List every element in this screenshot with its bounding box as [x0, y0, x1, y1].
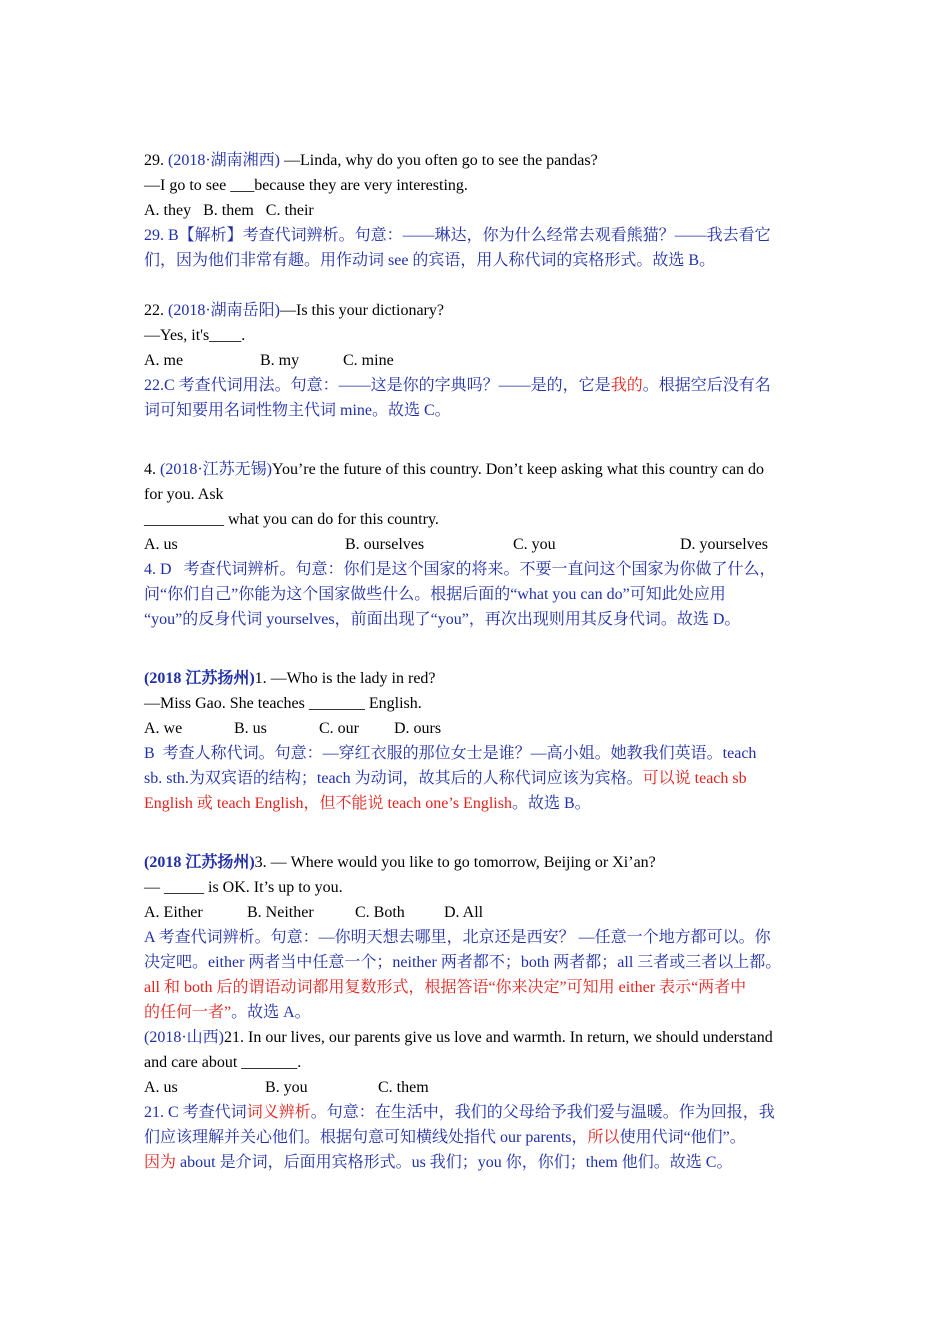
q4-number: 4.	[144, 461, 160, 478]
qy3-answer-4: 的任何一者”。故选 A。	[144, 1004, 311, 1021]
q22-option-b: B. my	[260, 352, 300, 369]
qy1-text-2: —Miss Gao. She teaches _______ English.	[144, 695, 422, 712]
q29-source: (2018·湖南湘西)	[168, 152, 280, 169]
q4-option-d: D. yourselves	[680, 536, 768, 553]
qy3-answer-3: all 和 both 后的谓语动词都用复数形式，根据答语“你来决定”可知用 either 表示“两者中	[144, 979, 747, 996]
q22-answer-1: 22.C 考查代词用法。句意：——这是你的字典吗？——是的，它是我的。根据空后没有名	[144, 377, 771, 394]
qy3-option-d: D. All	[444, 904, 484, 921]
qy1-answer-3: English 或 teach English，但不能说 teach one’s English。故选 B。	[144, 795, 591, 812]
q29-text-1: —Linda, why do you often go to see the pandas?	[280, 152, 598, 169]
q21-text-1: 21. In our lives, our parents give us love and warmth. In return, we should understand	[224, 1029, 773, 1046]
qy1-options	[144, 716, 824, 741]
q21-answer-highlight-1: 词义辨析	[246, 1104, 311, 1121]
q21-text-2: and care about _______.	[144, 1054, 302, 1071]
q21-answer-2: 们应该理解并关心他们。根据句意可知横线处指代 our parents，所以使用代词“他们”。	[144, 1129, 746, 1146]
q29-number: 29.	[144, 152, 168, 169]
qy3-source: (2018 江苏扬州)	[144, 854, 255, 871]
q22-number: 22.	[144, 302, 168, 319]
q21-option-b: B. you	[265, 1079, 308, 1096]
qy3-option-b: B. Neither	[247, 904, 314, 921]
q21-source: (2018·山西)	[144, 1029, 224, 1046]
q22-text-1: —Is this your dictionary?	[280, 302, 444, 319]
q22-answer-2: 词可知要用名词性物主代词 mine。故选 C。	[144, 402, 451, 419]
q22-source: (2018·湖南岳阳)	[168, 302, 280, 319]
qy1-source: (2018 江苏扬州)	[144, 670, 255, 687]
q29-options: A. they B. them C. their	[144, 202, 314, 219]
q4-text-3: __________ what you can do for this country.	[144, 511, 439, 528]
q4-answer-1: 4. D 考查代词辨析。句意：你们是这个国家的将来。不要一直问这个国家为你做了什么，	[144, 561, 776, 578]
q4-answer-3: “you”的反身代词 yourselves，前面出现了“you”，再次出现则用其反身代词。故选 D。	[144, 611, 741, 628]
qy1-option-b: B. us	[234, 720, 267, 737]
q22-option-a: A. me	[144, 352, 184, 369]
q21-answer-3: 因为 about 是介词，后面用宾格形式。us 我们；you 你，你们；them 他们。故选 C。	[144, 1154, 733, 1171]
qy3-option-c: C. Both	[355, 904, 405, 921]
qy1-answer-2: sb. sth.为双宾语的结构；teach 为动词，故其后的人称代词应该为宾格。可以说 teach sb	[144, 770, 747, 787]
document-page	[144, 148, 824, 1175]
q4-option-c: C. you	[513, 536, 556, 553]
q4-source: (2018·江苏无锡)	[160, 461, 272, 478]
qy1-answer-1: B 考查人称代词。句意：—穿红衣服的那位女士是谁？—高小姐。她教我们英语。teach	[144, 745, 757, 762]
q22-answer-highlight: 我的	[610, 377, 643, 394]
q29-answer-2: 们，因为他们非常有趣。用作动词 see 的宾语，用人称代词的宾格形式。故选 B。	[144, 252, 716, 269]
qy3-text-2: — _____ is OK. It’s up to you.	[144, 879, 343, 896]
qy3-options	[144, 900, 824, 925]
qy3-answer-1: A 考查代词辨析。句意：—你明天想去哪里，北京还是西安？ —任意一个地方都可以。你	[144, 929, 771, 946]
q4-question-line	[144, 457, 824, 482]
q4-option-a: A. us	[144, 536, 178, 553]
qy1-option-c: C. our	[319, 720, 359, 737]
qy1-option-a: A. we	[144, 720, 183, 737]
q29-answer-1: 29. B【解析】考查代词辨析。句意：——琳达，你为什么经常去观看熊猫？——我去看它	[144, 227, 771, 244]
q21-question-line	[144, 1025, 824, 1050]
qy1-option-d: D. ours	[394, 720, 442, 737]
qy1-answer-highlight: 可以说 teach sb	[642, 770, 747, 787]
q29-question-line	[144, 148, 824, 173]
q21-option-c: C. them	[378, 1079, 429, 1096]
q21-options	[144, 1075, 824, 1100]
qy3-answer-2: 决定吧。either 两者当中任意一个；neither 两者都不；both 两者都；all 三者或三者以上都。	[144, 954, 782, 971]
qy1-question-line	[144, 666, 824, 691]
q4-answer-2: 问“你们自己”你能为这个国家做些什么。根据后面的“what you can do”可知此处应用	[144, 586, 726, 603]
q22-options	[144, 348, 824, 373]
qy3-text-1: 3. — Where would you like to go tomorrow, Beijing or Xi’an?	[254, 854, 656, 871]
q21-answer-1: 21. C 考查代词词义辨析。句意：在生活中，我们的父母给予我们爱与温暖。作为回报，我	[144, 1104, 775, 1121]
qy3-question-line	[144, 850, 824, 875]
qy1-text-1: 1. —Who is the lady in red?	[254, 670, 436, 687]
q22-option-c: C. mine	[343, 352, 394, 369]
q21-option-a: A. us	[144, 1079, 178, 1096]
q22-question-line	[144, 298, 824, 323]
qy3-answer-4-tail: 。故选 A。	[231, 1004, 311, 1021]
q4-text-2: for you. Ask	[144, 486, 224, 503]
q29-text-2: —I go to see ___because they are very interesting.	[144, 177, 468, 194]
q4-options	[144, 532, 824, 557]
qy3-option-a: A. Either	[144, 904, 203, 921]
q4-text-1: You’re the future of this country. Don’t keep asking what this country can do	[272, 461, 765, 478]
q21-answer-highlight-2: 所以	[587, 1129, 620, 1146]
q4-option-b: B. ourselves	[345, 536, 425, 553]
q22-text-2: —Yes, it's____.	[144, 327, 246, 344]
q21-answer-highlight-3: 因为	[144, 1154, 177, 1171]
